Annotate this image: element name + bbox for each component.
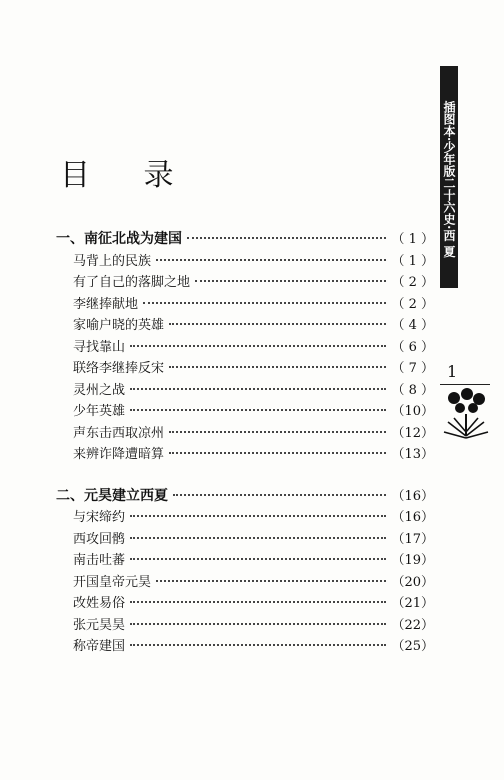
toc-page-ref: （ 6 ） bbox=[391, 339, 434, 355]
series-title-band: 插图本·少年版二十六史·西 夏 bbox=[440, 66, 458, 288]
toc-section[interactable] bbox=[56, 485, 434, 507]
flower-decoration-icon bbox=[440, 384, 492, 442]
toc-entry-title: 灵州之战 bbox=[73, 382, 126, 398]
dot-leader bbox=[169, 452, 386, 454]
dot-leader bbox=[130, 623, 386, 625]
toc-entry[interactable] bbox=[56, 379, 434, 401]
toc-page-ref: （17） bbox=[391, 531, 434, 547]
dot-leader bbox=[143, 302, 386, 304]
toc-entry-title: 少年英雄 bbox=[73, 404, 126, 419]
toc-page-ref: （20） bbox=[391, 574, 434, 590]
toc-page-ref: （12） bbox=[391, 425, 434, 441]
toc-section[interactable] bbox=[56, 228, 434, 250]
dot-leader bbox=[130, 558, 386, 560]
toc-entry-title: 李继捧献地 bbox=[73, 296, 139, 312]
page-number: 1 bbox=[447, 362, 458, 381]
toc-entry[interactable] bbox=[56, 250, 434, 272]
toc-entry[interactable] bbox=[56, 506, 434, 528]
dot-leader bbox=[169, 323, 386, 325]
toc-entry-title: 与宋缔约 bbox=[73, 510, 126, 525]
toc-entry-title: 开国皇帝元昊 bbox=[73, 574, 152, 590]
dot-leader bbox=[156, 580, 386, 582]
toc-entry-title: 南击吐蕃 bbox=[73, 553, 126, 568]
toc-page-ref: （21） bbox=[391, 596, 434, 611]
toc-entry[interactable] bbox=[56, 336, 434, 358]
toc-entry[interactable] bbox=[56, 571, 434, 593]
toc-entry[interactable] bbox=[56, 422, 434, 444]
dot-leader bbox=[195, 280, 386, 282]
toc-entry-title: 家喻户晓的英雄 bbox=[73, 318, 165, 333]
toc-entry[interactable] bbox=[56, 443, 434, 465]
toc-entry[interactable] bbox=[56, 614, 434, 636]
dot-leader bbox=[130, 537, 386, 539]
toc-page-ref: （ 4 ） bbox=[391, 318, 434, 333]
dot-leader bbox=[169, 366, 386, 368]
page-title: 目 录 bbox=[60, 158, 196, 193]
toc-page-ref: （ 2 ） bbox=[391, 275, 434, 290]
dot-leader bbox=[130, 601, 386, 603]
toc-page-ref: （13） bbox=[391, 447, 434, 462]
toc-entry[interactable] bbox=[56, 314, 434, 336]
toc-page-ref: （ 2 ） bbox=[391, 296, 434, 312]
toc-page-ref: （22） bbox=[391, 617, 434, 633]
toc-page-ref: （ 1 ） bbox=[391, 253, 434, 269]
toc-page-ref: （10） bbox=[391, 404, 434, 419]
toc-page-ref: （ 8 ） bbox=[391, 382, 434, 398]
toc-entry-title: 改姓易俗 bbox=[73, 596, 126, 611]
dot-leader bbox=[130, 409, 386, 411]
table-of-contents bbox=[56, 228, 434, 657]
toc-entry-title: 马背上的民族 bbox=[73, 253, 152, 269]
dot-leader bbox=[169, 431, 386, 433]
toc-entry[interactable] bbox=[56, 400, 434, 422]
toc-entry[interactable] bbox=[56, 528, 434, 550]
toc-section-title: 二、元昊建立西夏 bbox=[56, 487, 168, 504]
toc-section-title: 一、南征北战为建国 bbox=[56, 231, 182, 247]
toc-entry[interactable] bbox=[56, 592, 434, 614]
dot-leader bbox=[187, 237, 386, 239]
dot-leader bbox=[130, 515, 386, 517]
toc-page-ref: （25） bbox=[391, 639, 434, 654]
dot-leader bbox=[130, 644, 386, 646]
dot-leader bbox=[130, 345, 386, 347]
dot-leader bbox=[130, 388, 386, 390]
toc-page-ref: （ 1 ） bbox=[391, 232, 434, 247]
toc-page-ref: （19） bbox=[391, 553, 434, 568]
toc-entry[interactable] bbox=[56, 271, 434, 293]
toc-page-ref: （ 7 ） bbox=[391, 361, 434, 376]
toc-entry[interactable] bbox=[56, 635, 434, 657]
toc-entry-title: 联络李继捧反宋 bbox=[73, 361, 165, 376]
toc-entry-title: 西攻回鹘 bbox=[73, 531, 126, 547]
toc-entry-title: 张元昊昊 bbox=[73, 617, 126, 633]
toc-entry[interactable] bbox=[56, 357, 434, 379]
toc-entry-title: 称帝建国 bbox=[73, 639, 126, 654]
toc-entry[interactable] bbox=[56, 293, 434, 315]
toc-entry-title: 寻找靠山 bbox=[73, 339, 126, 355]
dot-leader bbox=[173, 494, 386, 496]
toc-entry-title: 来辨诈降遭暗算 bbox=[73, 447, 165, 462]
toc-entry[interactable] bbox=[56, 549, 434, 571]
dot-leader bbox=[156, 259, 386, 261]
toc-entry-title: 声东击西取凉州 bbox=[73, 425, 165, 441]
toc-page-ref: （16） bbox=[391, 510, 434, 525]
toc-entry-title: 有了自己的落脚之地 bbox=[73, 275, 191, 290]
toc-page-ref: （16） bbox=[391, 488, 434, 504]
